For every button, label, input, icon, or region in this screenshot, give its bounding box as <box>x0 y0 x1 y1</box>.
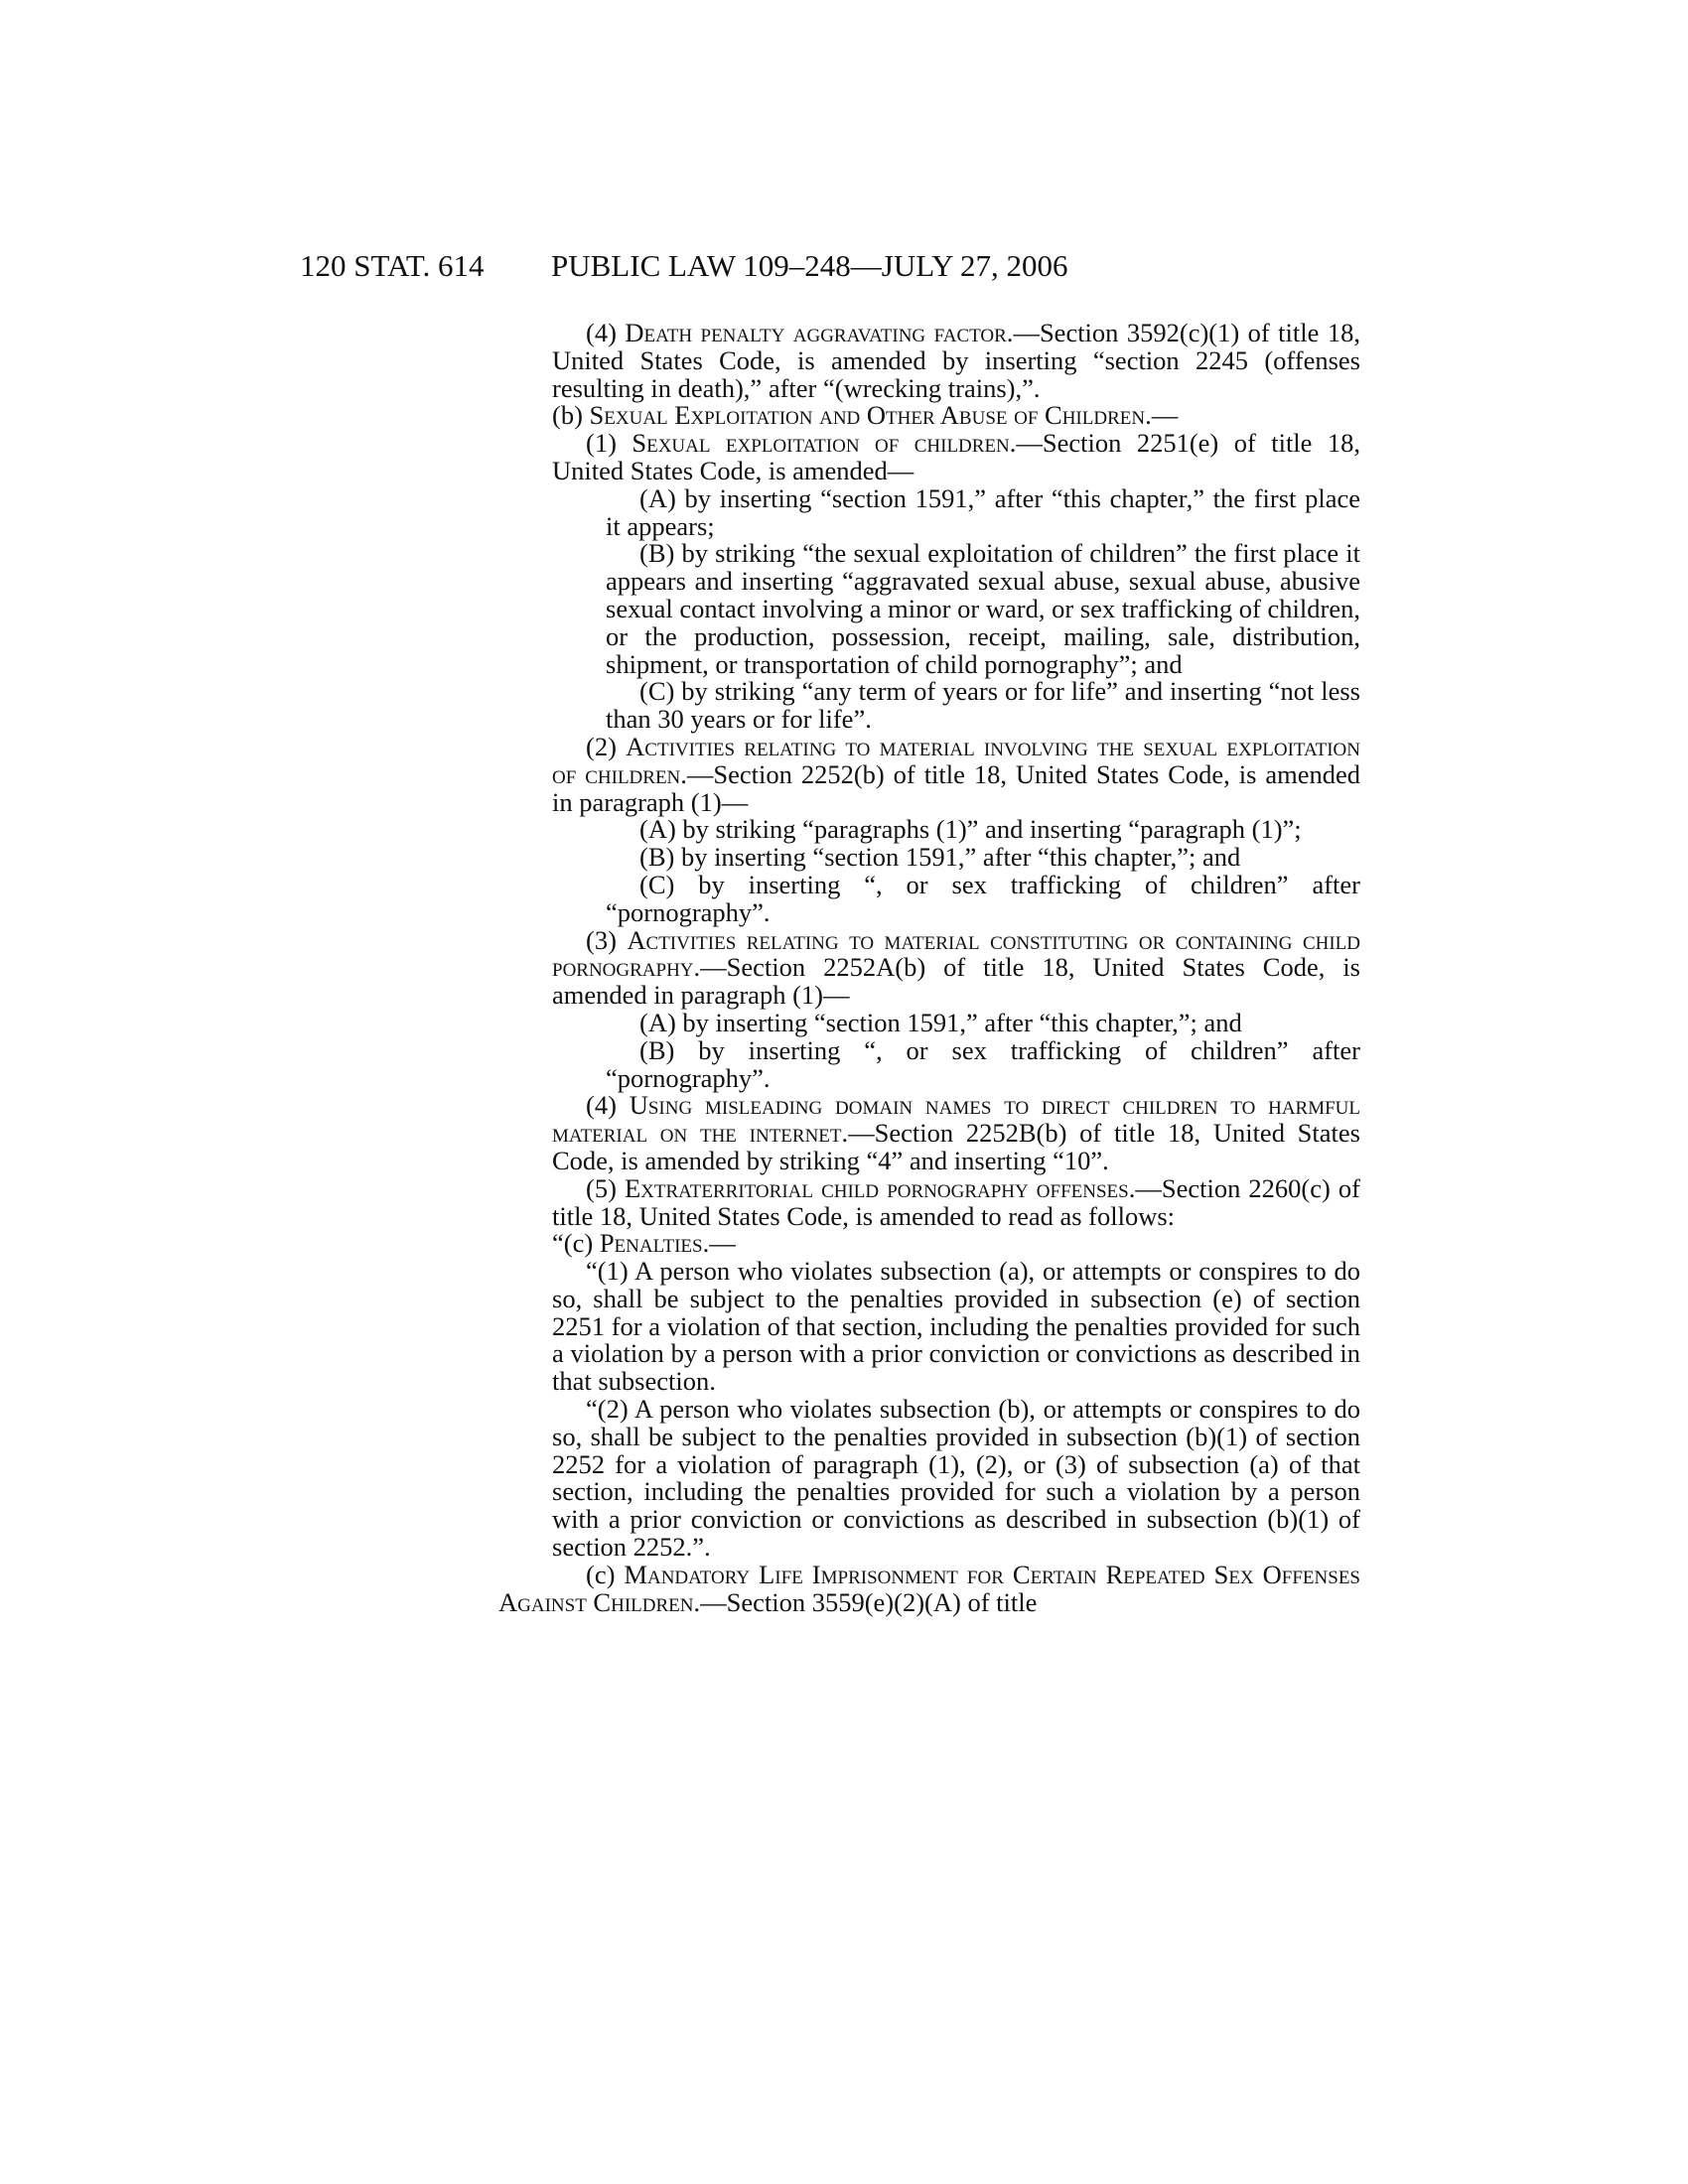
section-heading: Extraterritorial child pornography offenses. <box>624 1172 1136 1203</box>
public-law-title: PUBLIC LAW 109–248—JULY 27, 2006 <box>551 248 1068 283</box>
quoted-subsection-c-heading: “(c) Penalties.— <box>552 1228 736 1259</box>
paragraph-b2: (2) Activities relating to material involving the sexual exploitation of children.—Section 2252(b) of title 18, United States Code, is amended in paragraph (1)— <box>552 731 1360 817</box>
section-heading: Penalties. <box>599 1228 710 1259</box>
document-body <box>498 318 1361 1617</box>
section-heading: Sexual Exploitation and Other Abuse of Children. <box>589 400 1152 431</box>
subparagraph-b2-b: (B) by inserting “section 1591,” after “this chapter,”; and <box>639 842 1241 873</box>
paragraph-b1: (1) Sexual exploitation of children.—Section 2251(e) of title 18, United States Code, is amended— <box>552 428 1361 485</box>
subparagraph-b1-c: (C) by striking “any term of years or for life” and inserting “not less than 30 years or for life”. <box>606 676 1360 735</box>
subparagraph-b1-b: (B) by striking “the sexual exploitation of children” the first place it appears and inserting “aggravated sexual abuse, sexual abuse, abusive sexual contact involving a minor or ward, or sex trafficking of children, or the production, possession, receipt, mailing, sale, distribution, shipment, or transportation of child pornography”; and <box>606 538 1360 679</box>
section-heading: Using misleading domain names to direct children to harmful material on the internet. <box>552 1090 1361 1149</box>
quoted-paragraph-2: “(2) A person who violates subsection (b), or attempts or conspires to do so, shall be subject to the penalties provided in subsection (b)(1) of section 2252 for a violation of paragraph (1), (2), or (3) of subsection (a) of that section, including the penalties provided for such a violation by a person with a prior conviction or convictions as described in subsection (b)(1) of section 2252.”. <box>552 1394 1360 1563</box>
subsection-c-mandatory-life: (c) Mandatory Life Imprisonment for Certain Repeated Sex Offenses Against Children.—Section 3559(e)(2)(A) of title <box>498 1559 1360 1617</box>
subsection-b-heading: (b) Sexual Exploitation and Other Abuse of Children.— <box>552 400 1179 431</box>
section-heading: Death penalty aggravating factor. <box>625 318 1014 347</box>
subparagraph-b2-a: (A) by striking “paragraphs (1)” and inserting “paragraph (1)”; <box>639 814 1302 845</box>
subparagraph-b3-b: (B) by inserting “, or sex trafficking of children” after “pornography”. <box>606 1034 1360 1093</box>
running-header <box>300 248 1358 288</box>
paragraph-b5: (5) Extraterritorial child pornography offenses.—Section 2260(c) of title 18, United States Code, is amended to read as follows: <box>552 1172 1360 1231</box>
section-heading: Activities relating to material constituting or containing child pornography. <box>552 924 1360 983</box>
quoted-paragraph-1: “(1) A person who violates subsection (a), or attempts or conspires to do so, shall be subject to the penalties provided in subsection (e) of section 2251 for a violation of that section, including the penalties provided for such a violation by a person with a prior conviction or convictions as described in that subsection. <box>552 1256 1360 1397</box>
paragraph-b4: (4) Using misleading domain names to direct children to harmful material on the internet.—Section 2252B(b) of title 18, United States Code, is amended by striking “4” and inserting “10”. <box>552 1090 1361 1175</box>
section-heading: Activities relating to material involving the sexual exploitation of children. <box>552 731 1360 789</box>
section-heading: Mandatory Life Imprisonment for Certain Repeated Sex Offenses Against Children. <box>498 1559 1360 1617</box>
section-heading: Sexual exploitation of children. <box>632 428 1017 459</box>
paragraph-b3: (3) Activities relating to material constituting or containing child pornography.—Section 2252A(b) of title 18, United States Code, is amended in paragraph (1)— <box>552 924 1360 1011</box>
subparagraph-b2-c: (C) by inserting “, or sex trafficking of children” after “pornography”. <box>606 869 1360 927</box>
statute-page-number: 120 STAT. 614 <box>300 248 485 283</box>
subparagraph-b3-a: (A) by inserting “section 1591,” after “this chapter,”; and <box>639 1007 1242 1037</box>
subparagraph-b1-a: (A) by inserting “section 1591,” after “this chapter,” the first place it appears; <box>606 482 1360 541</box>
paragraph-a4-death-penalty: (4) Death penalty aggravating factor.—Section 3592(c)(1) of title 18, United States Code, is amended by inserting “section 2245 (offenses resulting in death),” after “(wrecking trains),”. <box>552 318 1360 403</box>
